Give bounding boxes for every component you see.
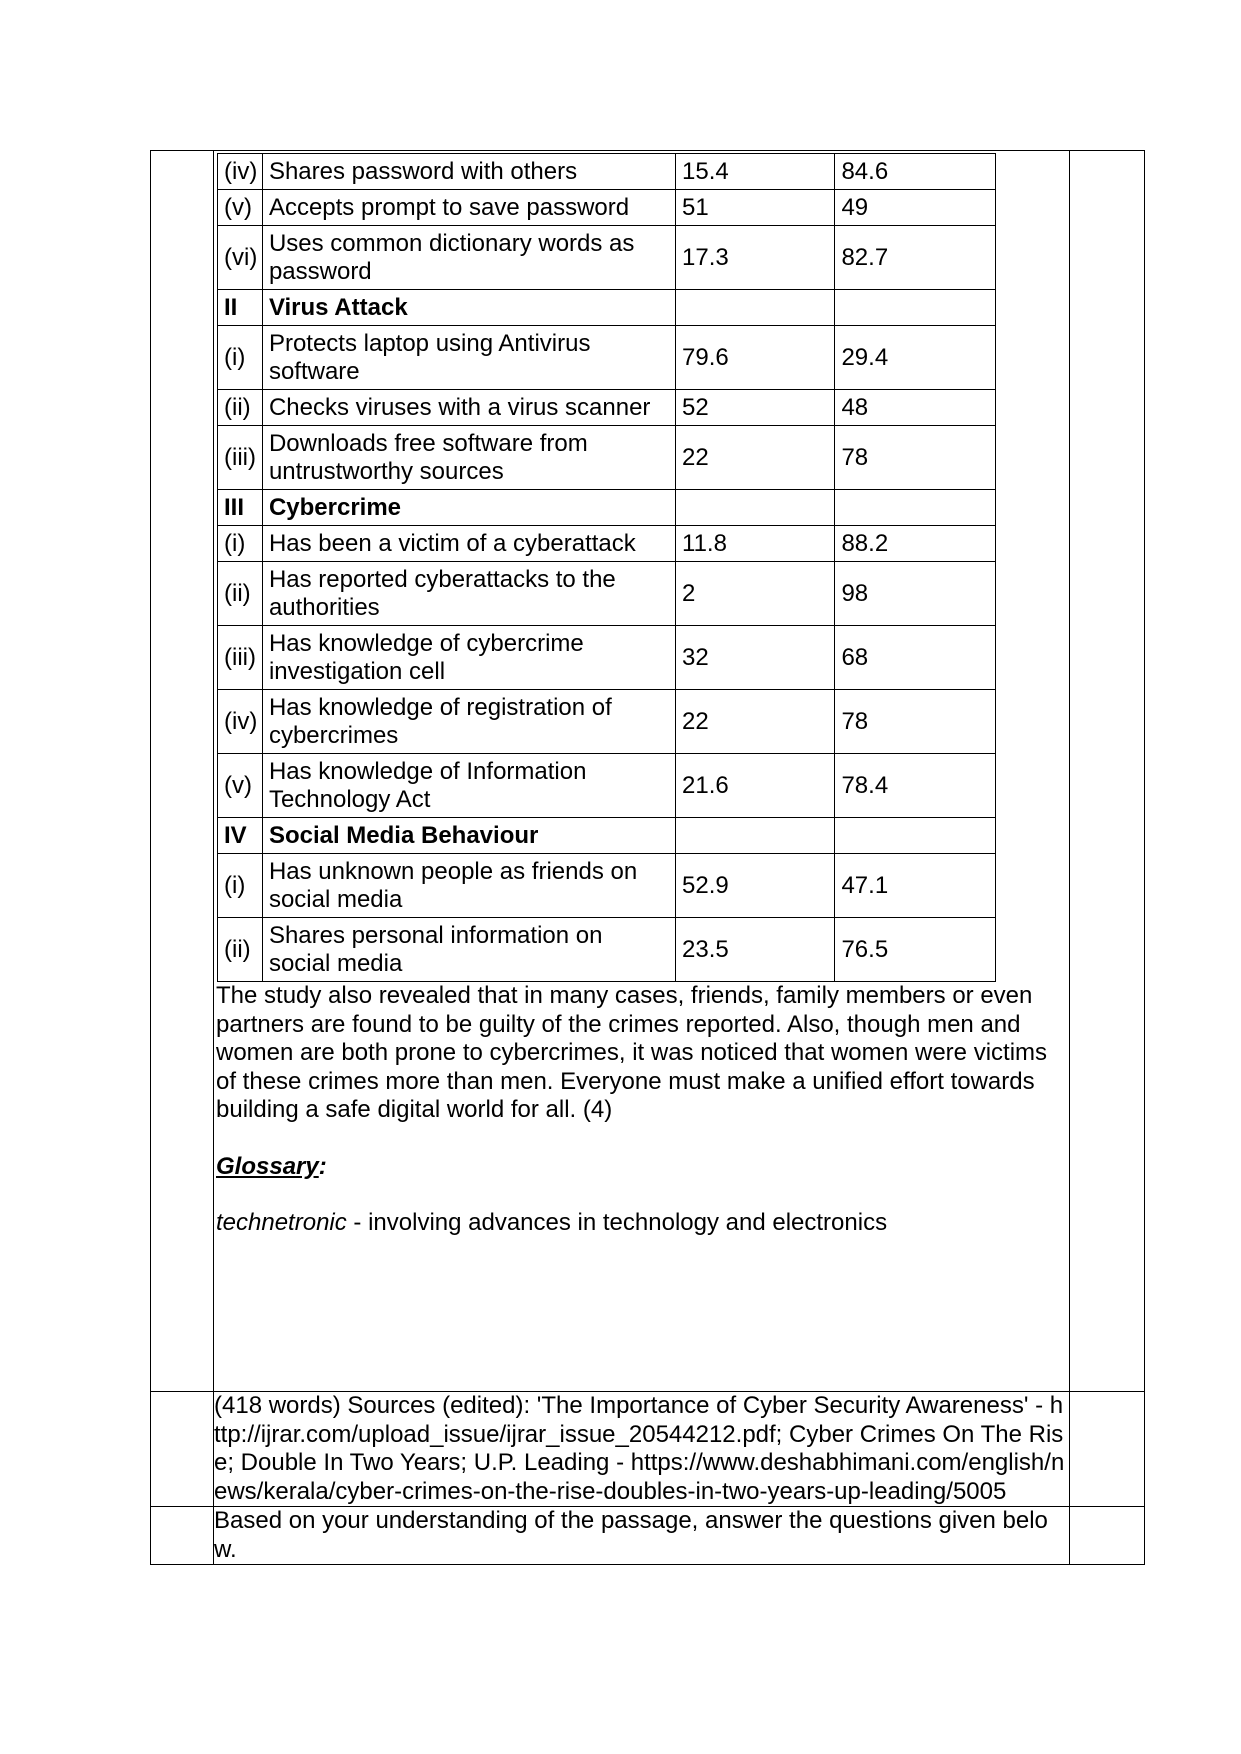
row-number: (iv) xyxy=(218,154,263,190)
row-no-percent xyxy=(835,290,996,326)
row-yes-percent xyxy=(676,490,835,526)
survey-row xyxy=(218,562,996,626)
row-statement: Protects laptop using Antivirus software xyxy=(262,326,675,390)
row-number: (ii) xyxy=(218,562,263,626)
row-statement: Uses common dictionary words as password xyxy=(262,226,675,290)
row-no-percent: 47.1 xyxy=(835,854,996,918)
row-no-percent: 84.6 xyxy=(835,154,996,190)
section-heading-row xyxy=(218,290,996,326)
row-yes-percent: 32 xyxy=(676,626,835,690)
survey-row xyxy=(218,226,996,290)
glossary-entry xyxy=(214,1209,1069,1238)
row-yes-percent: 22 xyxy=(676,426,835,490)
survey-row xyxy=(218,626,996,690)
survey-row xyxy=(218,426,996,490)
row-statement: Accepts prompt to save password xyxy=(262,190,675,226)
row-statement: Has unknown people as friends on social media xyxy=(262,854,675,918)
row-number: (iii) xyxy=(218,626,263,690)
row-number: (v) xyxy=(218,754,263,818)
row-number: (i) xyxy=(218,326,263,390)
margin-cell-left xyxy=(151,1392,214,1507)
row-number: III xyxy=(218,490,263,526)
glossary-term: technetronic xyxy=(216,1209,347,1236)
row-yes-percent: 21.6 xyxy=(676,754,835,818)
row-number: (v) xyxy=(218,190,263,226)
survey-row xyxy=(218,154,996,190)
content-cell xyxy=(214,151,1070,1392)
row-number: II xyxy=(218,290,263,326)
row-no-percent: 78 xyxy=(835,690,996,754)
row-number: IV xyxy=(218,818,263,854)
row-no-percent: 78.4 xyxy=(835,754,996,818)
glossary-title: Glossary xyxy=(216,1152,319,1180)
row-no-percent: 82.7 xyxy=(835,226,996,290)
row-number: (i) xyxy=(218,854,263,918)
row-number: (vi) xyxy=(218,226,263,290)
passage-paragraph: The study also revealed that in many cases, friends, family members or even partners are found to be guilty of the crimes reported. Also, though men and women are both prone to cybercrimes, it was noticed that women were victims of these crimes more than men. Everyone must make a unified effort towards building a safe digital world for all. (4) xyxy=(216,982,1048,1123)
row-no-percent xyxy=(835,490,996,526)
row-no-percent: 29.4 xyxy=(835,326,996,390)
row-no-percent: 68 xyxy=(835,626,996,690)
row-statement: Has knowledge of cybercrime investigation cell xyxy=(262,626,675,690)
row-yes-percent: 17.3 xyxy=(676,226,835,290)
row-no-percent: 76.5 xyxy=(835,918,996,982)
survey-row xyxy=(218,526,996,562)
row-yes-percent: 11.8 xyxy=(676,526,835,562)
row-statement: Downloads free software from untrustworthy sources xyxy=(262,426,675,490)
survey-table xyxy=(217,153,996,982)
row-no-percent xyxy=(835,818,996,854)
glossary-heading: Glossary: xyxy=(216,1152,327,1180)
row-number: (i) xyxy=(218,526,263,562)
survey-row xyxy=(218,918,996,982)
row-statement: Cybercrime xyxy=(262,490,675,526)
row-yes-percent: 23.5 xyxy=(676,918,835,982)
section-heading-row xyxy=(218,490,996,526)
row-no-percent: 88.2 xyxy=(835,526,996,562)
margin-cell-right xyxy=(1070,1507,1145,1565)
row-statement: Virus Attack xyxy=(262,290,675,326)
row-no-percent: 49 xyxy=(835,190,996,226)
sources-citation: (418 words) Sources (edited): 'The Importance of Cyber Security Awareness' - http://ijrar.com/upload_issue/ijrar_issue_20544212.pdf; Cyber Crimes On The Rise; Double In Two Years; U.P. Leading - https://www.deshabhimani.com/english/news/kerala/cyber-crimes-on-the-rise-doubles-in-two-years-up-leading/5005 xyxy=(214,1392,1070,1507)
survey-table-body xyxy=(218,154,996,982)
row-statement: Has knowledge of Information Technology Act xyxy=(262,754,675,818)
row-statement: Has been a victim of a cyberattack xyxy=(262,526,675,562)
section-heading-row xyxy=(218,818,996,854)
row-yes-percent: 52 xyxy=(676,390,835,426)
row-number: (iii) xyxy=(218,426,263,490)
row-statement: Has reported cyberattacks to the authorities xyxy=(262,562,675,626)
row-statement: Checks viruses with a virus scanner xyxy=(262,390,675,426)
row-yes-percent: 51 xyxy=(676,190,835,226)
survey-row xyxy=(218,326,996,390)
margin-cell-left xyxy=(151,1507,214,1565)
row-yes-percent: 2 xyxy=(676,562,835,626)
row-yes-percent xyxy=(676,290,835,326)
margin-cell-left xyxy=(151,151,214,1392)
row-yes-percent: 15.4 xyxy=(676,154,835,190)
row-number: (ii) xyxy=(218,390,263,426)
row-number: (ii) xyxy=(218,918,263,982)
row-statement: Has knowledge of registration of cybercrimes xyxy=(262,690,675,754)
document-table xyxy=(150,150,1145,1565)
row-yes-percent: 79.6 xyxy=(676,326,835,390)
row-yes-percent: 52.9 xyxy=(676,854,835,918)
row-statement: Shares password with others xyxy=(262,154,675,190)
question-instruction: Based on your understanding of the passage, answer the questions given below. xyxy=(214,1507,1070,1565)
survey-row xyxy=(218,690,996,754)
glossary-definition: - involving advances in technology and electronics xyxy=(346,1209,888,1236)
margin-cell-right xyxy=(1070,151,1145,1392)
margin-cell-right xyxy=(1070,1392,1145,1507)
survey-row xyxy=(218,190,996,226)
row-statement: Shares personal information on social media xyxy=(262,918,675,982)
row-no-percent: 78 xyxy=(835,426,996,490)
row-no-percent: 98 xyxy=(835,562,996,626)
row-yes-percent xyxy=(676,818,835,854)
survey-row xyxy=(218,754,996,818)
row-number: (iv) xyxy=(218,690,263,754)
survey-row xyxy=(218,390,996,426)
row-statement: Social Media Behaviour xyxy=(262,818,675,854)
row-yes-percent: 22 xyxy=(676,690,835,754)
survey-row xyxy=(218,854,996,918)
row-no-percent: 48 xyxy=(835,390,996,426)
